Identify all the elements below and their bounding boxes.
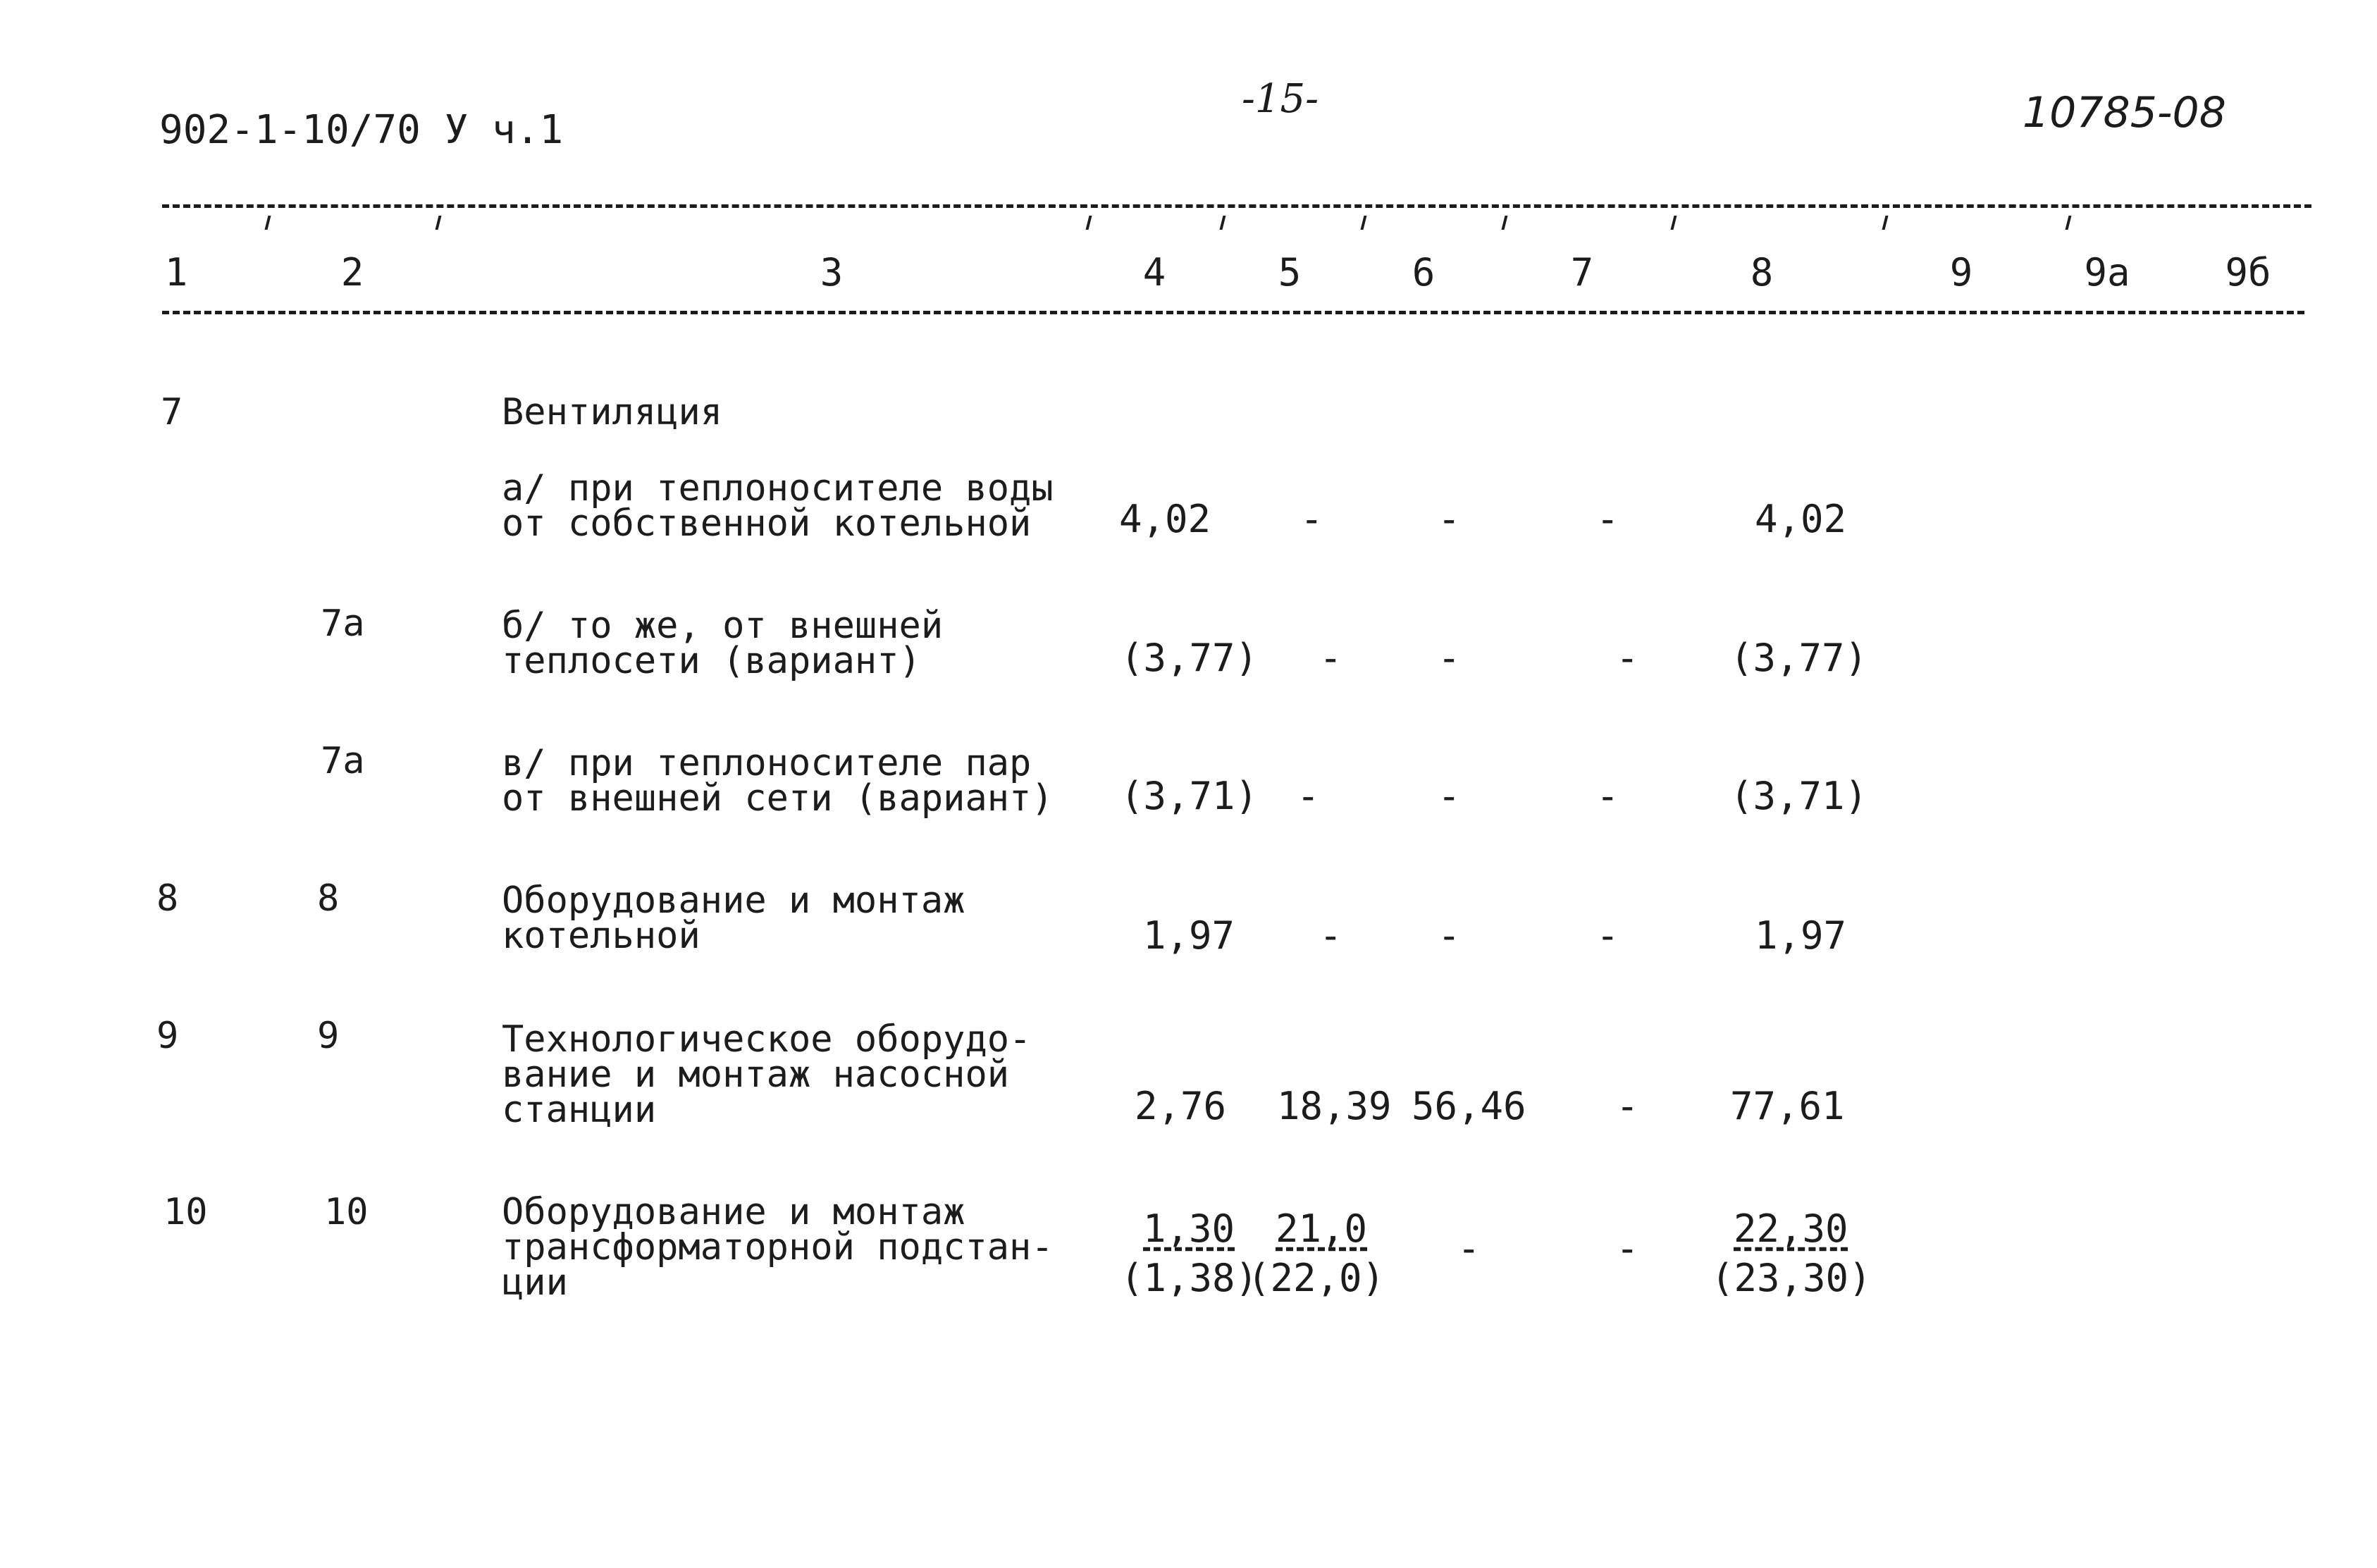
row-10-col4-variant: (1,38) [1120,1256,1259,1300]
column-tick [1671,216,1677,230]
archive-number: 10785-08 [2023,88,2226,137]
row-b-col5: - [1319,636,1342,680]
page-number: -15- [1242,76,1319,122]
row-9-col5: 18,39 [1277,1084,1392,1128]
row-a-col6: - [1438,497,1461,541]
row-b-description: б/ то же, от внешней теплосети (вариант) [502,605,944,682]
row-8-col6: - [1438,913,1461,958]
column-header-5: 5 [1278,250,1302,295]
row-c-col5: - [1297,774,1320,818]
row-8-col7: - [1596,913,1619,958]
row-c-col2: 7а [321,740,365,782]
row-c-col7: - [1596,774,1619,818]
column-header-9b: 9б [2225,250,2271,295]
row-b-col4: (3,77) [1120,636,1259,680]
row-10-col8: 22,30 [1734,1206,1848,1251]
row-a-col8: 4,02 [1755,497,1847,541]
row-b-col6: - [1438,636,1461,680]
column-header-6: 6 [1412,250,1436,295]
column-header-3: 3 [820,250,844,295]
row-9-description: Технологическое оборудо- вание и монтаж насосной станции [502,1018,1032,1131]
row-9-col2: 9 [317,1015,340,1057]
row-10-col5-variant: (22,0) [1247,1256,1385,1300]
row-8-col4: 1,97 [1143,913,1235,958]
row-ventilation-title: Вентиляция [502,391,723,433]
row-8-col8: 1,97 [1755,913,1847,958]
row-8-col1: 8 [156,877,179,920]
table-header-bottom-rule [162,311,2304,314]
row-b-col7: - [1616,636,1639,680]
row-9-col7: - [1616,1084,1639,1128]
column-header-4: 4 [1142,250,1166,295]
row-9-col1: 9 [156,1015,179,1057]
row-a-col5: - [1300,497,1323,541]
row-a-description: а/ при теплоносителе воды от собственной котельной [502,467,1054,545]
column-header-9: 9 [1949,250,1973,295]
row-7-col1: 7 [161,391,183,433]
table-header-top-rule [162,204,2311,208]
column-tick [1220,216,1226,230]
row-10-col4: 1,30 [1143,1206,1235,1251]
row-9-col4: 2,76 [1135,1084,1227,1128]
column-tick [1086,216,1092,230]
row-10-col2: 10 [324,1191,369,1233]
column-tick [1502,216,1508,230]
column-header-7: 7 [1570,250,1594,295]
row-10-col7: - [1616,1226,1639,1271]
document-code: 902-1-10/70 У ч.1 [159,107,564,153]
row-c-col8: (3,71) [1730,774,1868,818]
column-tick [1882,216,1889,230]
row-b-col2: 7а [321,603,365,645]
row-10-col8-variant: (23,30) [1711,1256,1872,1300]
row-c-col6: - [1438,774,1461,818]
row-9-col6: 56,46 [1412,1084,1526,1128]
column-header-8: 8 [1750,250,1774,295]
column-tick [436,216,442,230]
row-a-col4: 4,02 [1119,497,1211,541]
row-c-col4: (3,71) [1120,774,1259,818]
column-header-9a: 9а [2084,250,2130,295]
row-8-col2: 8 [317,877,340,920]
column-header-2: 2 [340,250,364,295]
row-9-col8: 77,61 [1730,1084,1845,1128]
row-b-col8: (3,77) [1730,636,1868,680]
row-8-description: Оборудование и монтаж котельной [502,879,965,957]
column-tick [1361,216,1367,230]
row-10-col5: 21,0 [1276,1206,1368,1251]
row-c-description: в/ при теплоносителе пар от внешней сети (вариант) [502,742,1054,820]
column-tick [265,216,271,230]
column-header-1: 1 [164,250,188,295]
row-10-col6: - [1457,1226,1481,1271]
row-10-col1: 10 [163,1191,208,1233]
row-8-col5: - [1319,913,1342,958]
column-tick [2066,216,2072,230]
row-a-col7: - [1596,497,1619,541]
row-10-description: Оборудование и монтаж трансформаторной подстан- ции [502,1191,1054,1304]
